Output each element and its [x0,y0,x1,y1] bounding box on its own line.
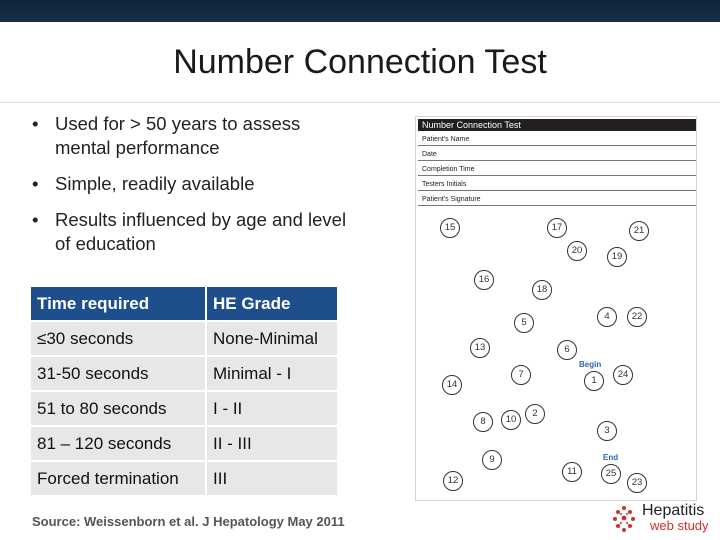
page-title: Number Connection Test [173,43,547,81]
number-circle: 1 [584,371,604,391]
logo-mark-icon [610,504,638,534]
number-circle: 19 [607,247,627,267]
table-cell: None-Minimal [206,321,338,356]
table-cell: ≤30 seconds [30,321,206,356]
bullet-item: • Results influenced by age and level of education [30,208,360,256]
table-cell: Forced termination [30,461,206,496]
number-circle-area [416,207,696,500]
number-circle: 22 [627,307,647,327]
number-circle: 21 [629,221,649,241]
table-cell: 81 – 120 seconds [30,426,206,461]
table-cell: III [206,461,338,496]
number-circle: 17 [547,218,567,238]
form-header: Number Connection Test [418,119,696,131]
logo-text-hepatitis: Hepatitis [642,502,705,519]
logo-text-web-study: web study [650,518,709,533]
grade-table [30,286,338,496]
form-field-date: Date [418,146,696,161]
number-circle: 8 [473,412,493,432]
test-form-image [415,116,697,501]
number-circle: 16 [474,270,494,290]
number-circle: 2 [525,404,545,424]
hepatitis-web-study-logo [606,500,716,538]
number-circle: 10 [501,410,521,430]
source-citation: Source: Weissenborn et al. J Hepatology May 2011 [32,514,345,529]
form-field-testers-initials: Testers Initials [418,176,696,191]
number-circle: 6 [557,340,577,360]
table-row [30,321,338,356]
number-circle: 15 [440,218,460,238]
number-circle: 14 [442,375,462,395]
form-field-patient-signature: Patient's Signature [418,191,696,206]
header-time-required: Time required [30,286,206,321]
number-circle: 5 [514,313,534,333]
table-header-row [30,286,338,321]
number-circle: 20 [567,241,587,261]
bullet-item: • Simple, readily available [30,172,360,196]
number-circle: 3 [597,421,617,441]
table-cell: I - II [206,391,338,426]
number-circle: 9 [482,450,502,470]
table-row [30,426,338,461]
end-label: End [603,453,619,462]
number-circle: 13 [470,338,490,358]
form-field-completion-time: Completion Time [418,161,696,176]
table-cell: 51 to 80 seconds [30,391,206,426]
number-circle: 25 [601,464,621,484]
table-row [30,461,338,496]
bullet-list [30,112,360,268]
number-circle: 23 [627,473,647,493]
begin-label: Begin [579,360,602,369]
header-he-grade: HE Grade [206,286,338,321]
number-circle: 7 [511,365,531,385]
table-row [30,391,338,426]
table-row [30,356,338,391]
table-cell: Minimal - I [206,356,338,391]
table-cell: II - III [206,426,338,461]
table-cell: 31-50 seconds [30,356,206,391]
form-field-patient-name: Patient's Name [418,131,696,146]
number-circle: 12 [443,471,463,491]
number-circle: 18 [532,280,552,300]
bullet-item: • Used for > 50 years to assess mental performance [30,112,360,160]
number-circle: 4 [597,307,617,327]
number-circle: 24 [613,365,633,385]
number-circle: 11 [562,462,582,482]
